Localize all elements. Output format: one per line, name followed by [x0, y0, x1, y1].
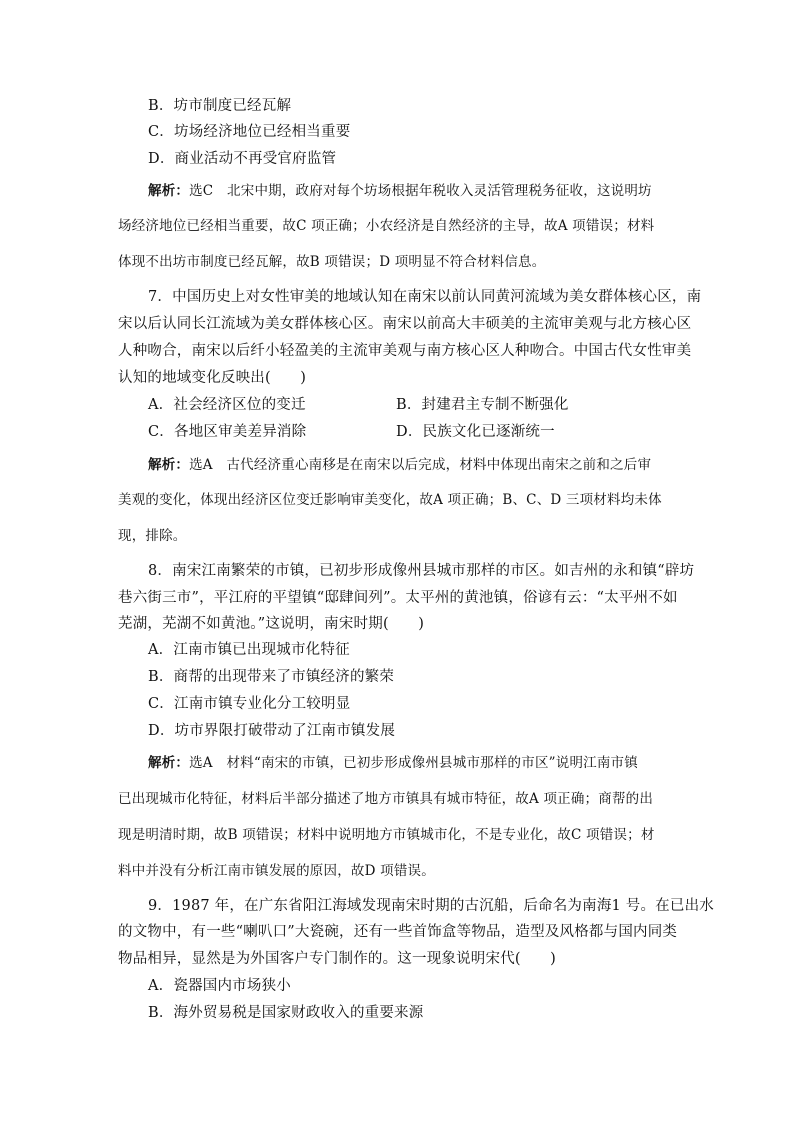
q6-analysis-line-2: 场经济地位已经相当重要，故C 项正确；小农经济是自然经济的主导，故A 项错误；材料 — [118, 218, 655, 234]
q8-option-a: A．江南市镇已出现城市化特征 — [148, 642, 350, 658]
q8-option-b: B．商帮的出现带来了市镇经济的繁荣 — [148, 669, 395, 685]
q7-stem-line-3: 人种吻合，南宋以后纤小轻盈美的主流审美观与南方核心区人种吻合。中国古代女性审美 — [118, 343, 692, 359]
q7-analysis-line-3: 现，排除。 — [118, 528, 187, 544]
q9-stem-line-1: 9．1987 年，在广东省阳江海域发现南宋时期的古沉船，后命名为南海1 号。在已出水 — [148, 898, 714, 914]
q9-option-b: B．海外贸易税是国家财政收入的重要来源 — [148, 1005, 424, 1021]
q8-option-d: D．坊市界限打破带动了江南市镇发展 — [148, 723, 396, 739]
q8-analysis-line-3: 现是明清时期，故B 项错误；材料中说明地方市镇城市化，不是专业化，故C 项错误；材 — [118, 827, 655, 843]
q8-stem-line-1: 8．南宋江南繁荣的市镇，已初步形成像州县城市那样的市区。如吉州的永和镇“辟坊 — [148, 563, 695, 579]
q6-analysis-line-1 — [148, 181, 652, 201]
q6-option-c: C．坊场经济地位已经相当重要 — [148, 124, 351, 140]
q7-analysis-text: 选A 古代经济重心南移是在南宋以后完成，材料中体现出南宋之前和之后审 — [189, 457, 652, 473]
q7-option-b: B．封建君主专制不断强化 — [396, 397, 569, 413]
q7-stem-line-4: 认知的地域变化反映出( ) — [118, 370, 307, 386]
q7-option-d: D．民族文化已逐渐统一 — [396, 424, 555, 440]
q7-analysis-line-2: 美观的变化，体现出经济区位变迁影响审美变化，故A 项正确；B、C、D 三项材料均未体 — [118, 492, 662, 508]
q6-analysis-text: 选C 北宋中期，政府对每个坊场根据年税收入灵活管理税务征收，这说明坊 — [189, 183, 652, 199]
q9-option-a: A．瓷器国内市场狭小 — [148, 978, 291, 994]
analysis-label: 解析： — [148, 457, 190, 473]
q7-stem-line-2: 宋以后认同长江流域为美女群体核心区。南宋以前高大丰硕美的主流审美观与北方核心区 — [118, 316, 692, 332]
q7-option-c: C．各地区审美差异消除 — [148, 424, 307, 440]
q6-analysis-line-3: 体现不出坊市制度已经瓦解，故B 项错误；D 项明显不符合材料信息。 — [118, 254, 546, 270]
q6-option-d: D．商业活动不再受官府监管 — [148, 151, 337, 167]
q8-analysis-line-2: 已出现城市化特征，材料后半部分描述了地方市镇具有城市特征，故A 项正确；商帮的出 — [118, 791, 654, 807]
q8-analysis-text: 选A 材料“南宋的市镇，已初步形成像州县城市那样的市区”说明江南市镇 — [189, 755, 638, 771]
q7-analysis-line-1 — [148, 455, 651, 475]
q8-analysis-line-4: 料中并没有分析江南市镇发展的原因，故D 项错误。 — [118, 863, 435, 879]
analysis-label: 解析： — [148, 183, 190, 199]
q7-stem-line-1: 7．中国历史上对女性审美的地域认知在南宋以前认同黄河流域为美女群体核心区，南 — [148, 289, 702, 305]
q8-analysis-line-1 — [148, 753, 638, 773]
analysis-label: 解析： — [148, 755, 190, 771]
q6-option-b: B．坊市制度已经瓦解 — [148, 98, 292, 114]
q8-option-c: C．江南市镇专业化分工较明显 — [148, 696, 351, 712]
q8-stem-line-3: 芜湖，芜湖不如黄池。”这说明，南宋时期( ) — [118, 616, 425, 632]
q8-stem-line-2: 巷六街三市”，平江府的平望镇“邸肆间列”。太平州的黄池镇，俗谚有云：“太平州不如 — [118, 590, 678, 606]
q9-stem-line-3: 物品相异，显然是为外国客户专门制作的。这一现象说明宋代( ) — [118, 951, 557, 967]
q7-option-a: A．社会经济区位的变迁 — [148, 397, 306, 413]
q9-stem-line-2: 的文物中，有一些“喇叭口”大瓷碗，还有一些首饰盒等物品，造型及风格都与国内同类 — [118, 924, 678, 940]
